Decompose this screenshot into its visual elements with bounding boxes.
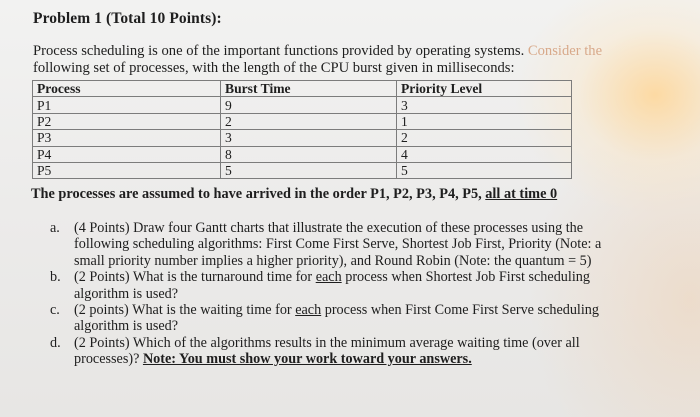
cell-priority: 3 — [397, 97, 572, 113]
problem-title: Problem 1 (Total 10 Points): — [33, 10, 222, 27]
process-table — [32, 80, 572, 179]
question-emphasis: each — [295, 302, 322, 319]
table-header-row — [33, 81, 572, 97]
header-process: Process — [33, 81, 221, 97]
question-marker: a. — [50, 220, 60, 236]
cell-process: P4 — [33, 146, 221, 162]
cell-process: P1 — [33, 97, 221, 113]
question-marker: b. — [50, 269, 61, 286]
cell-priority: 2 — [397, 130, 572, 146]
list-item — [50, 220, 620, 269]
question-marker: d. — [50, 334, 61, 351]
list-item — [50, 302, 620, 335]
cell-process: P5 — [33, 162, 221, 178]
assumption-underlined: all at time 0 — [485, 186, 558, 202]
cell-process: P3 — [33, 130, 221, 146]
question-list — [50, 220, 620, 368]
question-text-post: process when First Come First Serve scheduling algorithm is used? — [74, 302, 599, 335]
cell-burst: 9 — [221, 97, 397, 113]
question-text-pre: (2 points) What is the waiting time for — [74, 302, 292, 319]
question-text-post: process when Shortest Job First scheduling algorithm is used? — [74, 269, 590, 302]
question-text-pre: (2 Points) What is the turnaround time for — [74, 269, 313, 286]
header-priority-level: Priority Level — [397, 81, 572, 97]
header-burst-time: Burst Time — [221, 81, 397, 97]
intro-main-text: Process scheduling is one of the important functions provided by operating systems. — [33, 43, 525, 59]
cell-process: P2 — [33, 113, 221, 129]
table-row — [33, 113, 572, 129]
cell-priority: 4 — [397, 146, 572, 162]
question-text: (4 Points) Draw four Gantt charts that illustrate the execution of these processes using the following scheduling algorithms: First Come First Serve, Shortest Job First, Priority (Note: a small priority number implies a higher priority), and Round Robin (Note: the quantum = 5) — [74, 220, 602, 269]
table-row — [33, 97, 572, 113]
cell-burst: 8 — [221, 146, 397, 162]
cell-burst: 2 — [221, 113, 397, 129]
intro-second-line: following set of processes, with the length of the CPU burst given in milliseconds: — [33, 60, 515, 76]
work-note: Note: You must show your work toward your answers. — [142, 351, 472, 368]
assumption-text: The processes are assumed to have arrived in the order P1, P2, P3, P4, P5, — [31, 186, 482, 202]
question-emphasis: each — [315, 269, 342, 286]
table-row — [33, 162, 572, 178]
table-row — [33, 130, 572, 146]
question-marker: c. — [50, 302, 60, 319]
question-text-pre: (2 Points) Which of the algorithms results in the minimum average waiting time (over all processes)? — [74, 334, 580, 368]
cell-burst: 5 — [221, 162, 397, 178]
arrival-assumption — [31, 186, 557, 203]
list-item — [50, 269, 620, 302]
table-row — [33, 146, 572, 162]
list-item — [50, 335, 620, 368]
problem-intro — [33, 43, 653, 77]
cell-priority: 5 — [397, 162, 572, 178]
cell-burst: 3 — [221, 130, 397, 146]
cell-priority: 1 — [397, 113, 572, 129]
intro-faded-text: Consider the — [527, 43, 603, 59]
